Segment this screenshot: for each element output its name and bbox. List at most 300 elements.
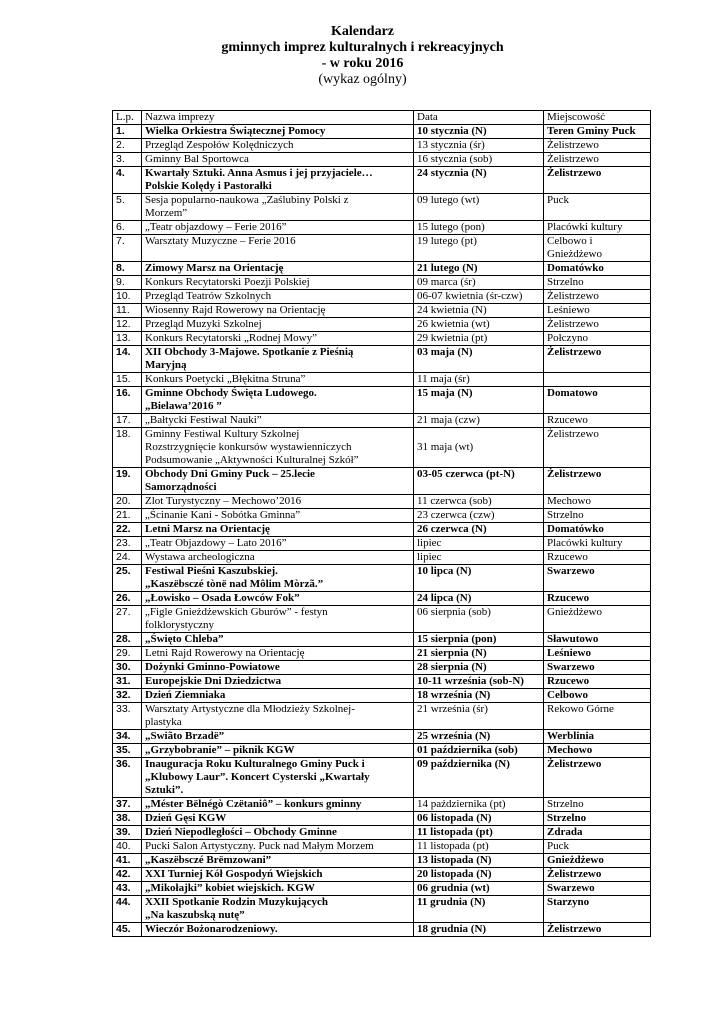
table-row (113, 758, 651, 798)
event-name (142, 332, 414, 346)
row-number: 13. (113, 332, 142, 346)
cell-line: Inauguracja Roku Kulturalnego Gminy Puck i (145, 758, 365, 770)
event-name (142, 139, 414, 153)
event-place (544, 882, 651, 896)
cell-line: Żelistrzewo (547, 139, 599, 151)
cell-line: Europejskie Dni Dziedzictwa (145, 675, 282, 687)
event-name (142, 428, 414, 468)
event-name (142, 675, 414, 689)
cell-line: „Mikołajki” kobiet wiejskich. KGW (145, 882, 315, 894)
table-row (113, 812, 651, 826)
table-header-row (113, 111, 651, 125)
cell-line: Puck (547, 194, 569, 206)
table-row (113, 661, 651, 675)
event-date: 09 marca (śr) (414, 276, 544, 290)
cell-line: Przegląd Teatrów Szkolnych (145, 290, 272, 302)
cell-line: XXI Turniej Kół Gospodyń Wiejskich (145, 868, 323, 880)
events-table (112, 110, 651, 937)
event-place (544, 290, 651, 304)
cell-line: Swarzewo (547, 565, 595, 577)
row-number: 25. (113, 565, 142, 592)
event-place (544, 495, 651, 509)
event-place (544, 276, 651, 290)
cell-line: Konkurs Recytatorski Poezji Polskiej (145, 276, 310, 288)
row-number: 23. (113, 537, 142, 551)
cell-line: Zimowy Marsz na Orientację (145, 262, 284, 274)
event-place (544, 523, 651, 537)
cell-line: Domatówko (547, 523, 604, 535)
event-name (142, 744, 414, 758)
event-date: 21 lutego (N) (414, 262, 544, 276)
event-place (544, 509, 651, 523)
event-date: 20 listopada (N) (414, 868, 544, 882)
row-number: 4. (113, 167, 142, 194)
cell-line: „Figle Gnieżdżewskich Gburów” - festyn (145, 606, 328, 618)
event-place (544, 758, 651, 798)
cell-line: „Swiãto Brzadë” (145, 730, 225, 742)
cell-line: Wiosenny Rajd Rowerowy na Orientację (145, 304, 326, 316)
event-place (544, 689, 651, 703)
row-number: 6. (113, 221, 142, 235)
event-date: 21 sierpnia (N) (414, 647, 544, 661)
cell-line: Swarzewo (547, 661, 595, 673)
event-date: 15 sierpnia (pon) (414, 633, 544, 647)
cell-line: „Klubowy Laur”. Koncert Cysterski „Kwartały (145, 771, 370, 783)
cell-line: Samorządności (145, 481, 217, 493)
cell-line: Strzelno (547, 812, 587, 824)
cell-line: Strzelno (547, 509, 584, 521)
table-row (113, 235, 651, 262)
event-place (544, 703, 651, 730)
cell-line: Placówki kultury (547, 537, 623, 549)
cell-line: „Bałtycki Festiwal Nauki” (145, 414, 262, 426)
event-name (142, 304, 414, 318)
event-date: 09 lutego (wt) (414, 194, 544, 221)
event-name (142, 592, 414, 606)
cell-line: „Grzybobranie” – piknik KGW (145, 744, 295, 756)
cell-line: Żelistrzewo (547, 758, 602, 770)
cell-line: „Teatr objazdowy – Ferie 2016” (145, 221, 287, 233)
table-row (113, 468, 651, 495)
cell-line: Obchody Dni Gminy Puck – 25.lecie (145, 468, 315, 480)
row-number: 18. (113, 428, 142, 468)
event-date: 16 stycznia (sob) (414, 153, 544, 167)
row-number: 26. (113, 592, 142, 606)
event-date: 03 maja (N) (414, 346, 544, 373)
cell-line: Mechowo (547, 495, 591, 507)
row-number: 19. (113, 468, 142, 495)
row-number: 30. (113, 661, 142, 675)
cell-line: Leśniewo (547, 304, 590, 316)
table-row (113, 221, 651, 235)
document-header (0, 24, 725, 88)
cell-line: Żelistrzewo (547, 346, 602, 358)
event-place (544, 387, 651, 414)
event-place (544, 798, 651, 812)
row-number: 8. (113, 262, 142, 276)
cell-line: „Kaszëbsczé tònë nad Môlim Mòrzã.” (145, 578, 324, 590)
event-name (142, 798, 414, 812)
column-header-name: Nazwa imprezy (142, 111, 414, 125)
table-row (113, 565, 651, 592)
event-date: 28 sierpnia (N) (414, 661, 544, 675)
event-name (142, 661, 414, 675)
event-date: 13 listopada (N) (414, 854, 544, 868)
row-number: 10. (113, 290, 142, 304)
row-number: 41. (113, 854, 142, 868)
event-name (142, 633, 414, 647)
cell-line: Sławutowo (547, 633, 599, 645)
event-date: 11 listopada (pt) (414, 840, 544, 854)
cell-line: Polskie Kolędy i Pastorałki (145, 180, 272, 192)
event-date: 11 listopada (pt) (414, 826, 544, 840)
cell-line: Kwartały Sztuki. Anna Asmus i jej przyjaciele… (145, 167, 373, 179)
cell-line: Sesja popularno-naukowa „Zaślubiny Polski z (145, 194, 349, 206)
table-row (113, 139, 651, 153)
column-header-place: Miejscowość (544, 111, 651, 125)
cell-line: Dożynki Gminno-Powiatowe (145, 661, 280, 673)
event-name (142, 565, 414, 592)
cell-line: „Teatr Objazdowy – Lato 2016” (145, 537, 287, 549)
event-name (142, 551, 414, 565)
row-number: 24. (113, 551, 142, 565)
event-date: 11 maja (śr) (414, 373, 544, 387)
events-table-body (113, 125, 651, 937)
column-header-lp: L.p. (113, 111, 142, 125)
cell-line: Gminny Bal Sportowca (145, 153, 249, 165)
event-name (142, 167, 414, 194)
title-line-1: Kalendarz (331, 24, 394, 39)
table-row (113, 523, 651, 537)
table-row (113, 798, 651, 812)
cell-line: Konkurs Poetycki „Błękitna Struna” (145, 373, 306, 385)
event-date: 11 grudnia (N) (414, 896, 544, 923)
table-row (113, 153, 651, 167)
cell-line: XII Obchody 3-Majowe. Spotkanie z Pieśnią (145, 346, 354, 358)
event-name (142, 194, 414, 221)
cell-line: Festiwal Pieśni Kaszubskiej. (145, 565, 278, 577)
table-row (113, 675, 651, 689)
event-date: 31 maja (wt) (414, 428, 544, 468)
cell-line: „Ścinanie Kani - Sobótka Gminna” (145, 509, 301, 521)
table-row (113, 744, 651, 758)
cell-line: „Kaszëbsczé Brëmzowani” (145, 854, 272, 866)
row-number: 39. (113, 826, 142, 840)
table-row (113, 882, 651, 896)
cell-line: Maryjną (145, 359, 187, 371)
cell-line: Zdrada (547, 826, 583, 838)
event-name (142, 495, 414, 509)
event-date: 19 lutego (pt) (414, 235, 544, 262)
row-number: 28. (113, 633, 142, 647)
event-name (142, 125, 414, 139)
table-row (113, 826, 651, 840)
cell-line: Żelistrzewo (547, 923, 602, 935)
event-date: 26 kwietnia (wt) (414, 318, 544, 332)
cell-line: Żelistrzewo (547, 290, 599, 302)
event-date: 10 lipca (N) (414, 565, 544, 592)
event-place (544, 373, 651, 387)
table-row (113, 868, 651, 882)
event-name (142, 812, 414, 826)
row-number: 3. (113, 153, 142, 167)
event-date: 01 października (sob) (414, 744, 544, 758)
event-place (544, 647, 651, 661)
cell-line: Żelistrzewo (547, 428, 599, 440)
cell-line: Wystawa archeologiczna (145, 551, 255, 563)
row-number: 29. (113, 647, 142, 661)
event-date: lipiec (414, 537, 544, 551)
event-place (544, 235, 651, 262)
event-date: 11 czerwca (sob) (414, 495, 544, 509)
cell-line: Dzień Ziemniaka (145, 689, 226, 701)
event-place (544, 592, 651, 606)
event-date: 10 stycznia (N) (414, 125, 544, 139)
row-number: 27. (113, 606, 142, 633)
event-date: 06-07 kwietnia (śr-czw) (414, 290, 544, 304)
event-date: 14 października (pt) (414, 798, 544, 812)
event-place (544, 826, 651, 840)
row-number: 21. (113, 509, 142, 523)
cell-line: Leśniewo (547, 647, 591, 659)
cell-line: Domatówko (547, 262, 604, 274)
event-date: 10-11 września (sob-N) (414, 675, 544, 689)
event-place (544, 812, 651, 826)
cell-line: plastyka (145, 716, 182, 728)
event-date: lipiec (414, 551, 544, 565)
row-number: 36. (113, 758, 142, 798)
row-number: 16. (113, 387, 142, 414)
cell-line: „Bielawa’2016 ” (145, 400, 222, 412)
row-number: 38. (113, 812, 142, 826)
event-place (544, 633, 651, 647)
event-name (142, 840, 414, 854)
event-place (544, 537, 651, 551)
event-name (142, 373, 414, 387)
event-name (142, 318, 414, 332)
event-date: 18 września (N) (414, 689, 544, 703)
table-row (113, 647, 651, 661)
event-place (544, 606, 651, 633)
event-date: 24 lipca (N) (414, 592, 544, 606)
event-name (142, 523, 414, 537)
cell-line: Gnieżdżewo (547, 854, 604, 866)
event-name (142, 868, 414, 882)
table-row (113, 689, 651, 703)
table-row (113, 730, 651, 744)
cell-line: Teren Gminy Puck (547, 125, 636, 137)
table-row (113, 495, 651, 509)
cell-line: Rzucewo (547, 414, 588, 426)
cell-line: XXII Spotkanie Rodzin Muzykujących (145, 896, 329, 908)
event-date: 15 lutego (pon) (414, 221, 544, 235)
table-row (113, 373, 651, 387)
row-number: 5. (113, 194, 142, 221)
table-row (113, 276, 651, 290)
table-row (113, 551, 651, 565)
row-number: 37. (113, 798, 142, 812)
row-number: 42. (113, 868, 142, 882)
cell-line (547, 373, 647, 386)
cell-line: „Łowisko – Osada Łowców Fok” (145, 592, 300, 604)
event-place (544, 262, 651, 276)
event-name (142, 758, 414, 798)
event-place (544, 840, 651, 854)
cell-line: Rozstrzygnięcie konkursów wystawienniczych (145, 441, 352, 453)
event-place (544, 661, 651, 675)
table-row (113, 896, 651, 923)
event-date: 21 maja (czw) (414, 414, 544, 428)
row-number: 32. (113, 689, 142, 703)
column-header-date: Data (414, 111, 544, 125)
event-place (544, 414, 651, 428)
event-name (142, 468, 414, 495)
event-date: 15 maja (N) (414, 387, 544, 414)
event-date: 29 kwietnia (pt) (414, 332, 544, 346)
table-row (113, 633, 651, 647)
event-name (142, 414, 414, 428)
table-row (113, 332, 651, 346)
cell-line: Placówki kultury (547, 221, 623, 233)
cell-line: Żelistrzewo (547, 153, 599, 165)
cell-line: Gminne Obchody Święta Ludowego. (145, 387, 317, 399)
cell-line: Gnieżdżewo (547, 248, 602, 260)
cell-line: Przegląd Muzyki Szkolnej (145, 318, 262, 330)
cell-line: Rekowo Górne (547, 703, 614, 715)
event-name (142, 153, 414, 167)
table-row (113, 509, 651, 523)
cell-line: Konkurs Recytatorski „Rodnej Mowy” (145, 332, 317, 344)
cell-line: Gnieżdżewo (547, 606, 602, 618)
event-place (544, 744, 651, 758)
event-name (142, 235, 414, 262)
cell-line: Rzucewo (547, 675, 590, 687)
cell-line: Dzień Niepodległości – Obchody Gminne (145, 826, 337, 838)
table-row (113, 537, 651, 551)
cell-line: Żelistrzewo (547, 468, 602, 480)
cell-line: Żelistrzewo (547, 318, 599, 330)
cell-line: Mechowo (547, 744, 593, 756)
title-line-4: (wykaz ogólny) (318, 72, 407, 87)
table-row (113, 304, 651, 318)
cell-line: Celbowo (547, 689, 588, 701)
table-row (113, 428, 651, 468)
cell-line: Wieczór Bożonarodzeniowy. (145, 923, 278, 935)
row-number: 17. (113, 414, 142, 428)
event-place (544, 167, 651, 194)
event-date: 24 kwietnia (N) (414, 304, 544, 318)
cell-line: Żelistrzewo (547, 167, 602, 179)
row-number: 7. (113, 235, 142, 262)
row-number: 14. (113, 346, 142, 373)
row-number: 9. (113, 276, 142, 290)
event-name (142, 703, 414, 730)
event-date: 26 czerwca (N) (414, 523, 544, 537)
event-name (142, 509, 414, 523)
cell-line: Celbowo i (547, 235, 593, 247)
cell-line: Pucki Salon Artystyczny. Puck nad Małym Morzem (145, 840, 374, 852)
event-name (142, 826, 414, 840)
event-place (544, 923, 651, 937)
cell-line: Swarzewo (547, 882, 595, 894)
cell-line: folklorystyczny (145, 619, 215, 631)
cell-line: Strzelno (547, 276, 584, 288)
cell-line: Puck (547, 840, 569, 852)
event-name (142, 923, 414, 937)
title-line-3: - w roku 2016 (321, 56, 404, 71)
table-row (113, 290, 651, 304)
event-place (544, 221, 651, 235)
table-row (113, 703, 651, 730)
row-number: 43. (113, 882, 142, 896)
cell-line: Werblinia (547, 730, 595, 742)
table-row (113, 840, 651, 854)
table-row (113, 414, 651, 428)
event-name (142, 276, 414, 290)
event-place (544, 194, 651, 221)
event-place (544, 346, 651, 373)
event-place (544, 854, 651, 868)
event-place (544, 125, 651, 139)
row-number: 33. (113, 703, 142, 730)
event-place (544, 304, 651, 318)
event-date: 23 czerwca (czw) (414, 509, 544, 523)
event-name (142, 689, 414, 703)
row-number: 15. (113, 373, 142, 387)
event-name (142, 262, 414, 276)
cell-line: Letni Rajd Rowerowy na Orientację (145, 647, 305, 659)
table-row (113, 387, 651, 414)
event-place (544, 139, 651, 153)
event-date: 21 września (śr) (414, 703, 544, 730)
event-name (142, 730, 414, 744)
title-line-2: gminnych imprez kulturalnych i rekreacyjnych (221, 40, 504, 55)
event-place (544, 153, 651, 167)
cell-line: Gminny Festiwal Kultury Szkolnej (145, 428, 300, 440)
table-row (113, 923, 651, 937)
event-place (544, 868, 651, 882)
event-name (142, 606, 414, 633)
row-number: 1. (113, 125, 142, 139)
cell-line: Warsztaty Muzyczne – Ferie 2016 (145, 235, 296, 247)
event-date: 09 października (N) (414, 758, 544, 798)
event-place (544, 675, 651, 689)
event-date: 06 listopada (N) (414, 812, 544, 826)
event-name (142, 290, 414, 304)
cell-line: Żelistrzewo (547, 868, 602, 880)
cell-line: Zlot Turystyczny – Mechowo’2016 (145, 495, 302, 507)
row-number: 31. (113, 675, 142, 689)
cell-line: Sztuki”. (145, 784, 184, 796)
cell-line: Rzucewo (547, 551, 588, 563)
cell-line: Morzem” (145, 207, 188, 219)
row-number: 44. (113, 896, 142, 923)
cell-line: Starzyno (547, 896, 590, 908)
event-date: 25 września (N) (414, 730, 544, 744)
cell-line: „Święto Chleba” (145, 633, 224, 645)
cell-line: Przegląd Zespołów Kolędniczych (145, 139, 294, 151)
row-number: 12. (113, 318, 142, 332)
row-number: 40. (113, 840, 142, 854)
table-row (113, 854, 651, 868)
table-row (113, 167, 651, 194)
event-name (142, 387, 414, 414)
cell-line: Dzień Gęsi KGW (145, 812, 227, 824)
event-place (544, 551, 651, 565)
event-name (142, 854, 414, 868)
table-row (113, 125, 651, 139)
event-place (544, 896, 651, 923)
